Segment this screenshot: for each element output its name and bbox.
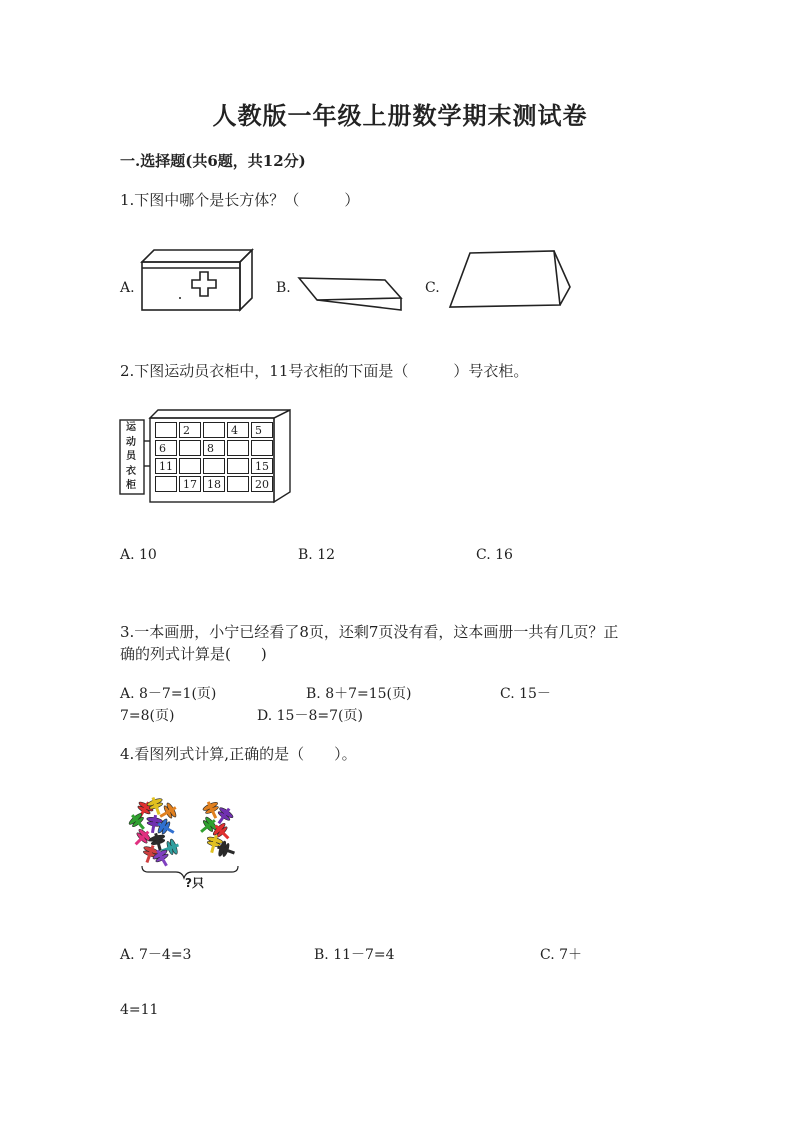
q4-option-c-cont: 4=11 — [120, 1002, 159, 1018]
locker-cell: 5 — [251, 422, 273, 438]
question-4-text: 4.看图列式计算,正确的是（ ）。 — [120, 745, 357, 763]
q3-option-d: D. 15－8=7(页) — [257, 708, 363, 724]
question-1-text: 1.下图中哪个是长方体？（ ） — [120, 191, 360, 209]
question-3-line1: 3.一本画册，小宁已经看了8页，还剩7页没有看，这本画册一共有几页？正 — [120, 623, 619, 641]
locker-cell: 8 — [203, 440, 225, 456]
question-3-line2: 确的列式计算是( ) — [120, 645, 267, 663]
locker-cell — [155, 422, 177, 438]
locker-cell — [155, 476, 177, 492]
locker-cell — [179, 440, 201, 456]
q4-option-a: A. 7－4=3 — [120, 947, 192, 963]
locker-cell — [227, 458, 249, 474]
first-aid-box-figure — [138, 248, 258, 314]
q2-option-b: B. 12 — [298, 547, 336, 563]
locker-cell: 4 — [227, 422, 249, 438]
section-heading: 一.选择题(共6题，共12分) — [120, 152, 306, 170]
q1-option-a-label: A. — [120, 280, 135, 296]
question-2-text: 2.下图运动员衣柜中，11号衣柜的下面是（ ）号衣柜。 — [120, 362, 529, 380]
q3-option-c: C. 15－ — [500, 686, 551, 702]
locker-cell — [203, 422, 225, 438]
locker-cell — [227, 476, 249, 492]
locker-cell — [203, 458, 225, 474]
q4-option-b: B. 11－7=4 — [314, 947, 395, 963]
q4-option-c: C. 7＋ — [540, 947, 583, 963]
trapezoid-prism-figure — [448, 249, 573, 309]
page-title: 人教版一年级上册数学期末测试卷 — [212, 101, 588, 130]
q3-option-c-cont: 7=8(页) — [120, 708, 175, 724]
locker-cell: 17 — [179, 476, 201, 492]
q1-option-c-label: C. — [425, 280, 440, 296]
locker-cell: 11 — [155, 458, 177, 474]
q3-option-b: B. 8＋7=15(页) — [306, 686, 412, 702]
flat-wedge-figure — [297, 276, 402, 316]
locker-cell: 6 — [155, 440, 177, 456]
q3-option-a: A. 8－7=1(页) — [120, 686, 217, 702]
locker-cell: 20 — [251, 476, 273, 492]
locker-cell: 18 — [203, 476, 225, 492]
brace-label: ?只 — [185, 876, 204, 890]
locker-cell: 15 — [251, 458, 273, 474]
locker-grid — [154, 421, 274, 493]
locker-cell — [227, 440, 249, 456]
locker-cell — [179, 458, 201, 474]
q1-option-b-label: B. — [276, 280, 291, 296]
locker-cell: 2 — [179, 422, 201, 438]
q2-option-a: A. 10 — [120, 547, 157, 563]
locker-sign-text: 运动员衣柜 — [126, 422, 136, 491]
locker-cell — [251, 440, 273, 456]
q2-option-c: C. 16 — [476, 547, 513, 563]
